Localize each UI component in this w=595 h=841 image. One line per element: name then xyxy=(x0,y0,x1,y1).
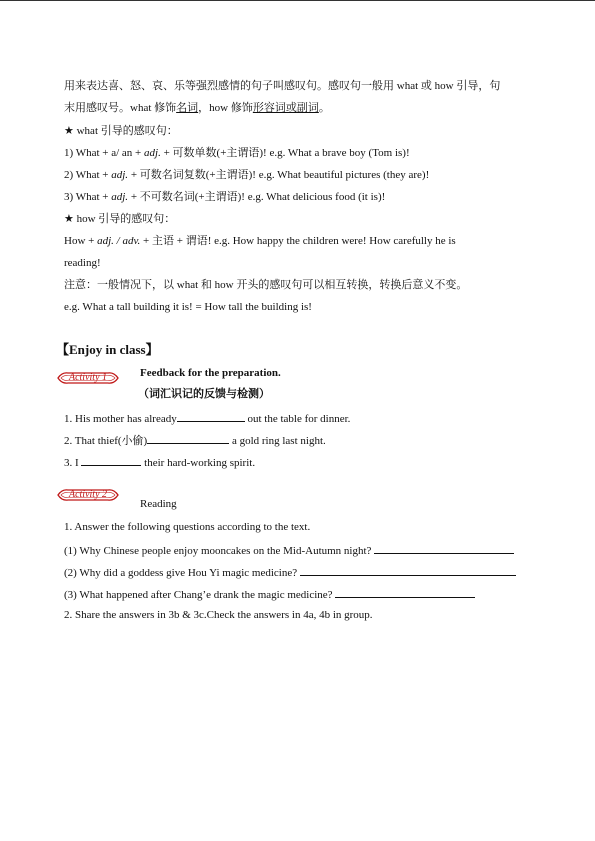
activity-2-badge xyxy=(56,487,120,503)
item-text: their hard-working spirit. xyxy=(141,457,256,469)
item-text: 3. I xyxy=(64,457,82,469)
rule-text: 1) What + a/ an + xyxy=(64,147,145,159)
question-1 xyxy=(64,542,514,558)
how-rule-continued: reading! xyxy=(64,257,101,269)
reading-instruction: 1. Answer the following questions according to the text. xyxy=(64,521,311,533)
what-rule-3 xyxy=(64,190,385,204)
intro-text: 。 xyxy=(318,102,330,114)
answer-blank[interactable] xyxy=(300,564,516,576)
question-text: (1) Why Chinese people enjoy mooncakes on the Mid-Autumn night? xyxy=(64,545,375,557)
rule-text: + 可数单数(+主谓语)! e.g. What a brave boy (Tom is)! xyxy=(160,147,410,159)
question-text: (2) Why did a goddess give Hou Yi magic medicine? xyxy=(64,567,300,579)
rule-text: 3) What + xyxy=(64,191,112,203)
answer-blank[interactable] xyxy=(147,432,229,444)
adj-adv-label: adj. / adv. xyxy=(97,235,141,247)
item-text: out the table for dinner. xyxy=(244,413,351,425)
note-example: e.g. What a tall building it is! = How tall the building is! xyxy=(64,301,312,313)
question-3 xyxy=(64,586,475,602)
top-rule xyxy=(0,0,595,1)
question-2 xyxy=(64,564,516,580)
rule-text: + 可数名词复数(+主谓语)! e.g. What beautiful pictures (they are)! xyxy=(128,169,430,181)
note: 注意：一般情况下，以 what 和 how 开头的感叹句可以相互转换，转换后意义不变。 xyxy=(64,279,468,291)
vocab-item-1 xyxy=(64,410,350,426)
vocab-item-3 xyxy=(64,454,255,470)
item-text: 1. His mother has already xyxy=(64,413,177,425)
intro-text: ，how 修饰 xyxy=(198,102,253,114)
activity-2-title: Reading xyxy=(140,498,177,510)
share-instruction: 2. Share the answers in 3b & 3c.Check the answers in 4a, 4b in group. xyxy=(64,609,373,621)
vocab-item-2 xyxy=(64,432,326,448)
item-text: 2. That thief(小偷) xyxy=(64,435,148,447)
badge-label: Activity 2 xyxy=(68,489,108,500)
activity-1-badge xyxy=(56,370,120,386)
intro-line-2 xyxy=(64,101,330,115)
noun-term: 名词 xyxy=(176,102,199,114)
adj-label: adj. xyxy=(144,147,161,159)
rule-text: 2) What + xyxy=(64,169,112,181)
adj-label: adj. xyxy=(111,191,129,203)
adj-adv-term: 形容词或副词 xyxy=(252,102,319,114)
rule-text: + 不可数名词(+主谓语)! e.g. What delicious food (it is)! xyxy=(128,191,386,203)
answer-blank[interactable] xyxy=(177,410,245,422)
rule-text: + 主语 + 谓语! e.g. How happy the children were! How carefully he is xyxy=(140,235,456,247)
intro-line-1: 用来表达喜、怒、哀、乐等强烈感情的句子叫感叹句。感叹句一般用 what 或 how 引导，句 xyxy=(64,80,501,92)
item-text: a gold ring last night. xyxy=(229,435,326,447)
what-rule-1 xyxy=(64,146,410,160)
rule-text: How + xyxy=(64,235,98,247)
how-rule xyxy=(64,234,456,248)
answer-blank[interactable] xyxy=(81,454,141,466)
what-rule-2 xyxy=(64,168,429,182)
how-heading: ★ how 引导的感叹句： xyxy=(64,213,176,225)
activity-1-subtitle: （词汇识记的反馈与检测） xyxy=(138,388,270,400)
answer-blank[interactable] xyxy=(335,586,475,598)
activity-1-title: Feedback for the preparation. xyxy=(140,367,281,379)
intro-text: 末用感叹号。what 修饰 xyxy=(64,102,177,114)
section-title: 【Enjoy in class】 xyxy=(56,342,159,357)
badge-label: Activity 1 xyxy=(68,372,108,383)
answer-blank[interactable] xyxy=(374,542,514,554)
question-text: (3) What happened after Chang’e drank the magic medicine? xyxy=(64,589,336,601)
adj-label: adj. xyxy=(111,169,129,181)
what-heading: ★ what 引导的感叹句： xyxy=(64,125,178,137)
